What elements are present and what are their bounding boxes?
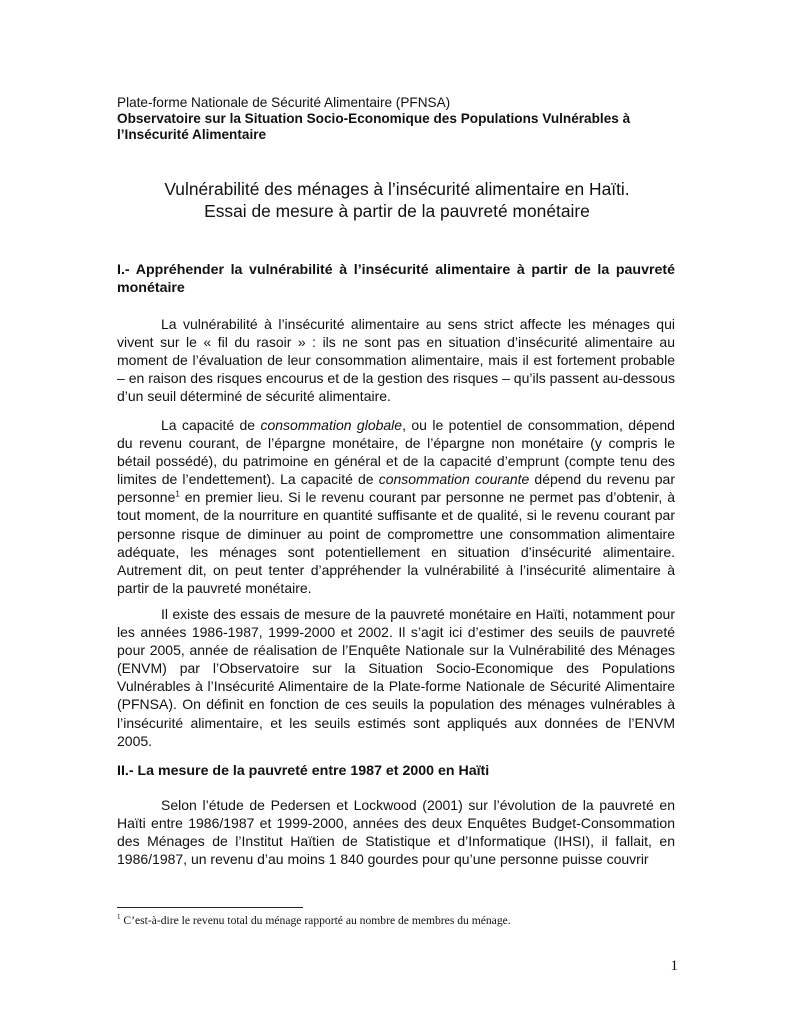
footnote-separator [117,907,303,908]
section-1-paragraph-1: La vulnérabilité à l’insécurité alimentaire au sens strict affecte les ménages qui vivent sur le « fil du rasoir » : ils ne sont pas en situation d’insécurité alimentaire au moment de l’évaluation de leur consommation alimentaire, mais il est fortement probable – en raison des risques encourus et de la gestion des risques – qu’ils passent au-dessous d’un seuil déterminé de sécurité alimentaire. [117,316,675,405]
paragraph-text: en premier lieu. Si le revenu courant par personne ne permet pas d’obtenir, à tout moment, de la nourriture en quantité suffisante et de qualité, si le revenu courant par personne risque de diminuer au point de compromettre une consommation alimentaire adéquate, les ménages sont potentiellement en situation d’insécurité alimentaire. Autrement dit, on peut tenter d’appréhender la vulnérabilité à l’insécurité alimentaire à partir de la pauvreté monétaire. [117,489,675,596]
emphasis-consommation-globale: consommation globale [260,417,403,433]
page-number: 1 [670,958,678,974]
emphasis-consommation-courante: consommation courante [378,471,530,488]
footnote-number: 1 [117,913,121,922]
footnote [117,914,675,928]
section-2-paragraph-1: Selon l’étude de Pedersen et Lockwood (2001) sur l’évolution de la pauvreté en Haïti entre 1986/1987 et 1999-2000, années des deux Enquêtes Budget-Consommation des Ménages de l’Institut Haïtien de Statistique et d’Informatique (IHSI), il fallait, en 1986/1987, un revenu d’au moins 1 840 gourdes pour qu’une personne puisse couvrir [117,797,675,868]
organization-name: Plate-forme Nationale de Sécurité Alimentaire (PFNSA) [117,95,451,110]
document-title [117,178,677,222]
paragraph-text: La capacité de [161,417,261,433]
section-1-paragraph-2 [117,416,675,597]
section-1-paragraph-3: Il existe des essais de mesure de la pauvreté monétaire en Haïti, notamment pour les années 1986-1987, 1999-2000 et 2002. Il s’agit ici d’estimer des seuils de pauvreté pour 2005, année de réalisation de l’Enquête Nationale sur la Vulnérabilité des Ménages (ENVM) par l’Observatoire sur la Situation Socio-Economique des Populations Vulnérables à l’Insécurité Alimentaire de la Plate-forme Nationale de Sécurité Alimentaire (PFNSA). On définit en fonction de ces seuils la population des ménages vulnérables à l’insécurité alimentaire, et les seuils estimés sont appliqués aux données de l’ENVM 2005. [117,606,675,749]
section-2-heading: II.- La mesure de la pauvreté entre 1987 et 2000 en Haïti [117,763,490,779]
title-line-2: Essai de mesure à partir de la pauvreté monétaire [204,201,590,221]
section-1-heading: I.- Appréhender la vulnérabilité à l’insécurité alimentaire à partir de la pauvreté monétaire [117,262,675,296]
footnote-text: C’est-à-dire le revenu total du ménage rapporté au nombre de membres du ménage. [120,914,511,927]
title-line-1: Vulnérabilité des ménages à l’insécurité alimentaire en Haïti. [164,179,630,199]
observatory-name: Observatoire sur la Situation Socio-Economique des Populations Vulnérables à l’Insécurité Alimentaire [117,111,631,142]
footnote-reference[interactable]: 1 [175,489,180,499]
paragraph-text: , ou le potentiel de consommation, dépend du revenu courant, de l’épargne monétaire, de l’épargne non monétaire (y compris le bétail possédé), du patrimoine en général et de la capacité d’emprunt (compte tenu des limites de l’endettement). La capacité de [117,417,675,488]
paragraph-text: dépend du revenu par personne [117,471,676,506]
document-header [117,95,687,143]
